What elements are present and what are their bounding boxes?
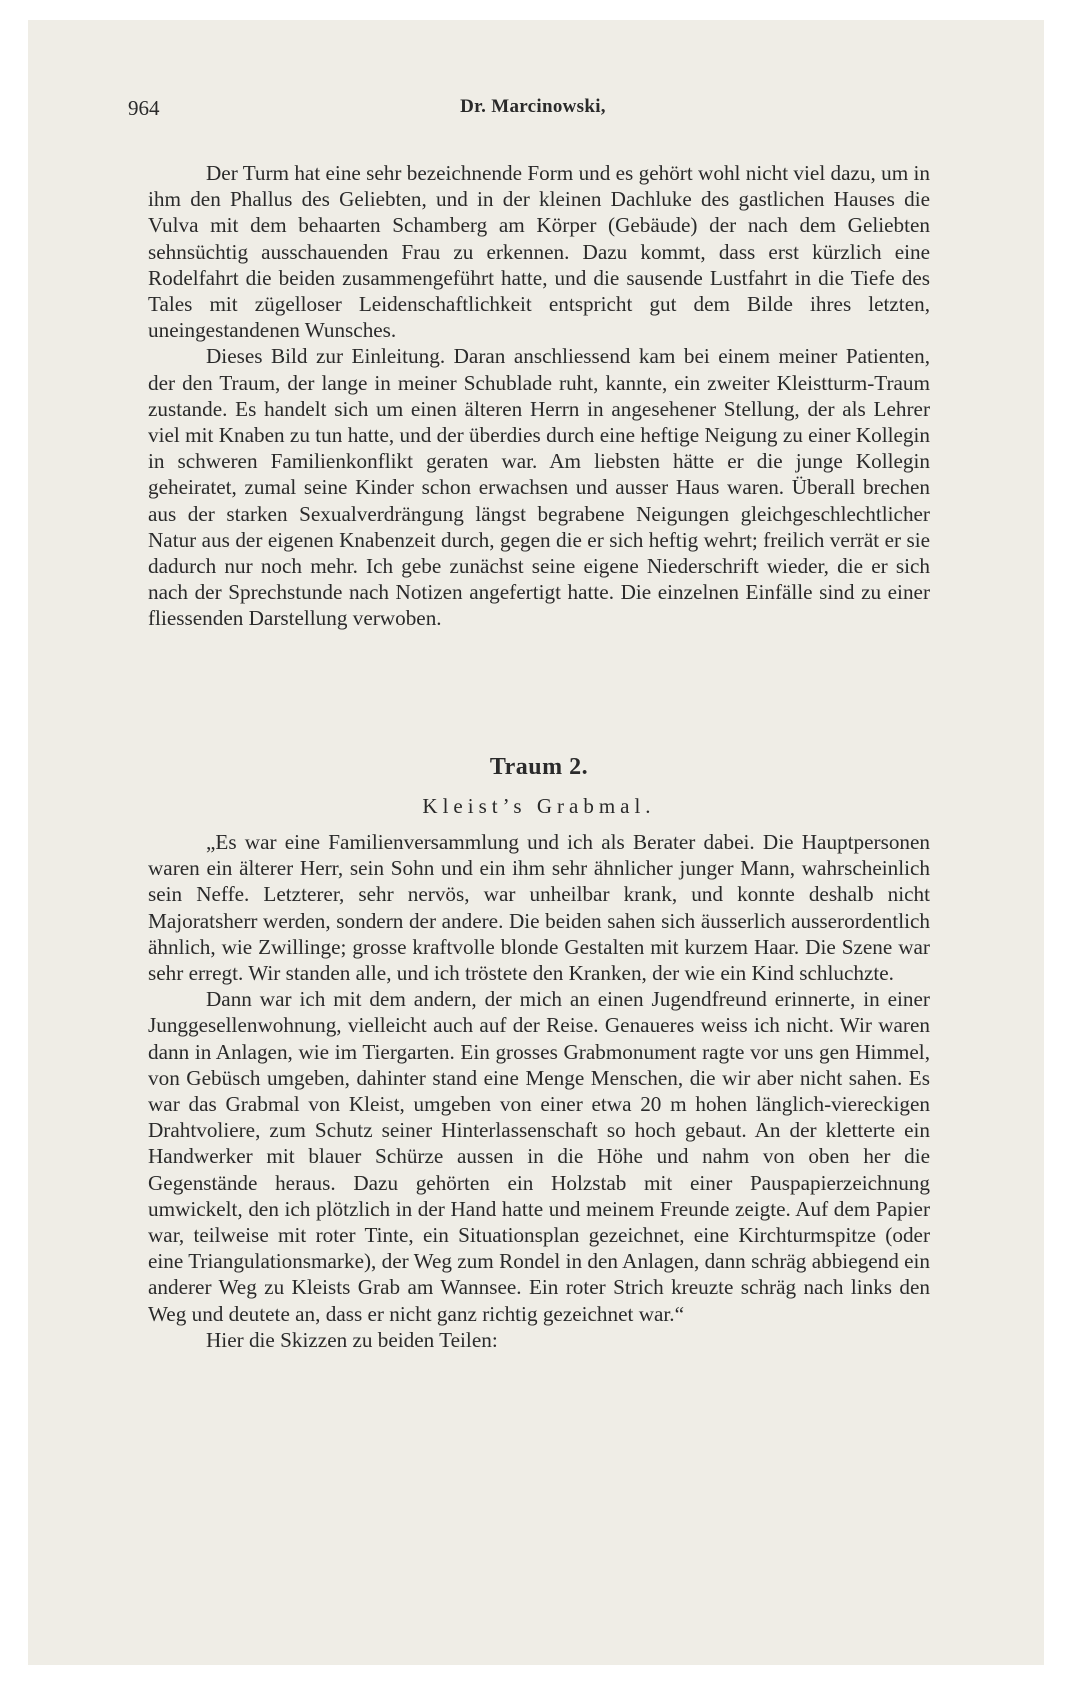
body-text-dream — [148, 829, 930, 1353]
paragraph: Dann war ich mit dem andern, der mich an einen Jugendfreund erinnerte, in einer Junggesellenwohnung, vielleicht auch auf der Reise. Genaueres weiss ich nicht. Wir waren dann in Anlagen, wie im Tiergarten. Ein grosses Grabmonument ragte vor uns gen Himmel, von Gebüsch umgeben, dahinter stand eine Menge Menschen, die wir aber nicht sahen. Es war das Grabmal von Kleist, umgeben von einer etwa 20 m hohen länglich-viereckigen Drahtvoliere, zum Schutz seiner Hinterlassenschaft so hoch gebaut. An der kletterte ein Handwerker mit blauer Schürze aussen in die Höhe und nahm von oben her die Gegenstände heraus. Dazu gehörten ein Holzstab mit einer Pauspapierzeichnung umwickelt, den ich plötzlich in der Hand hatte und meinem Freunde zeigte. Auf dem Papier war, teilweise mit roter Tinte, ein Situationsplan gezeichnet, eine Kirchturmspitze (oder eine Triangulationsmarke), der Weg zum Rondel in den Anlagen, dann schräg abbiegend ein anderer Weg zu Kleists Grab am Wannsee. Ein roter Strich kreuzte schräg nach links den Weg und deutete an, dass er nicht ganz richtig gezeichnet war.“ — [148, 987, 930, 1326]
paragraph: Dieses Bild zur Einleitung. Daran anschliessend kam bei einem meiner Patienten, der den Traum, der lange in meiner Schublade ruht, kannte, ein zweiter Kleistturm-Traum zustande. Es handelt sich um einen älteren Herrn in angesehener Stellung, der als Lehrer viel mit Knaben zu tun hatte, und der überdies durch eine heftige Neigung zu einer Kollegin in schweren Familienkonflikt geraten war. Am liebsten hätte er die junge Kollegin geheiratet, zumal seine Kinder schon erwachsen und ausser Haus waren. Überall brechen aus der starken Sexualverdrängung längst begrabene Neigungen gleichgeschlechtlicher Natur aus der eigenen Knabenzeit durch, gegen die er sich heftig wehrt; freilich verrät er sie dadurch nur noch mehr. Ich gebe zunächst seine eigene Niederschrift wieder, die er sich nach der Sprechstunde nach Notizen angefertigt hatte. Die einzelnen Einfälle sind zu einer fliessenden Darstellung verwoben. — [148, 344, 930, 631]
page-header — [128, 96, 938, 126]
section-subtitle: Kleist’s Grabmal. — [422, 794, 656, 818]
running-head: Dr. Marcinowski, — [460, 96, 606, 117]
paragraph: Der Turm hat eine sehr bezeichnende Form und es gehört wohl nicht viel dazu, um in ihm den Phallus des Geliebten, und in der kleinen Dachluke des gastlichen Hauses die Vulva mit dem behaarten Schamberg am Körper (Gebäude) der nach dem Geliebten sehnsüchtig ausschauenden Frau zu erkennen. Dazu kommt, dass erst kürzlich eine Rodelfahrt die beiden zusammengeführt hatte, und die sausende Lustfahrt in die Tiefe des Tales mit zügelloser Leidenschaftlichkeit entspricht gut dem Bilde ihres letzten, uneingestandenen Wunsches. — [148, 161, 930, 343]
paragraph: „Es war eine Familienversammlung und ich als Berater dabei. Die Hauptpersonen waren ein älterer Herr, sein Sohn und ein ihm sehr ähnlicher junger Mann, wahrscheinlich sein Neffe. Letzterer, sehr nervös, war unheilbar krank, und konnte deshalb nicht Majoratsherr werden, sondern der andere. Die beiden sahen sich äusserlich ausserordentlich ähnlich, wie Zwillinge; grosse kraftvolle blonde Gestalten mit kurzem Haar. Die Szene war sehr erregt. Wir standen alle, und ich tröstete den Kranken, der wie ein Kind schluchzte. — [148, 830, 930, 986]
section-title: Traum 2. — [489, 754, 589, 780]
body-text-top — [148, 160, 930, 632]
page-number: 964 — [128, 96, 160, 120]
paragraph: Hier die Skizzen zu beiden Teilen: — [206, 1327, 498, 1352]
